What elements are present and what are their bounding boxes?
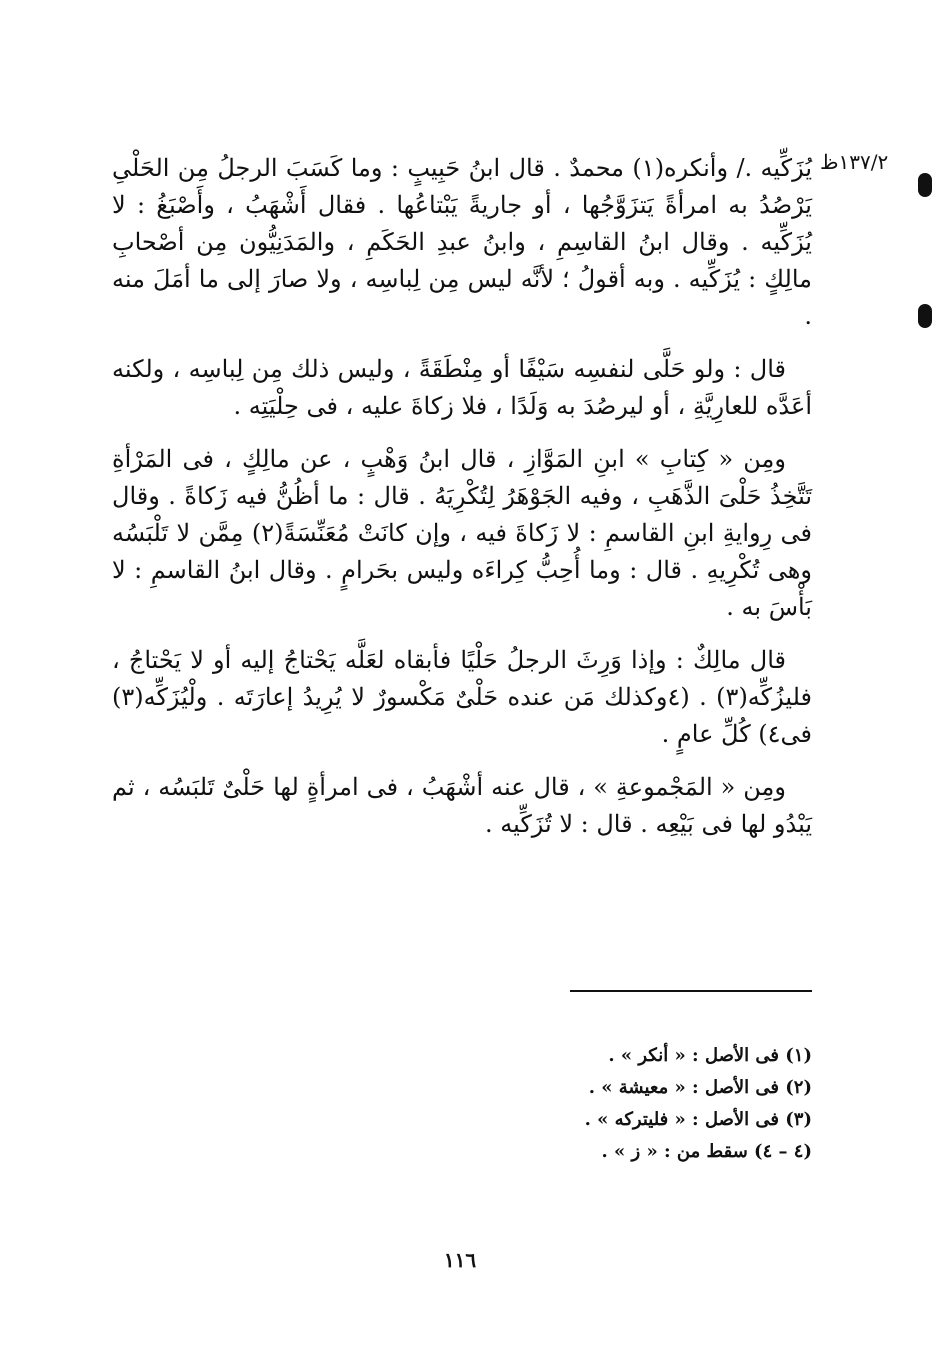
footnote-item: (٣) فى الأصل : « فليتركه » .: [584, 1109, 812, 1130]
footnotes: [300, 1040, 812, 1168]
footnote-item: (٤ – ٤) سقط من : « ز » .: [601, 1141, 812, 1162]
margin-folio-reference: ١٣٧/٢ظ: [820, 150, 889, 174]
paragraph: قال مالِكٌ : وإذا وَرِثَ الرجلُ حَلْيًا فأبقاه لعَلَّه يَحْتاجُ إليه أو لا يَحْتاجُ ، فليزُكِّه(٣) . (٤وكذلك مَن عنده حَلْىٌ مَكْسورٌ لا يُرِيدُ إعارَتَه . ولْيُزَكِّه(٣) فى٤) كُلِّ عامٍ .: [112, 646, 812, 748]
footnote-item: (٢) فى الأصل : « معيشة » .: [588, 1077, 812, 1098]
page-number: ١١٦: [443, 1248, 477, 1272]
main-text: [112, 150, 812, 859]
paragraph: ومِن « كِتابِ » ابنِ المَوَّازِ ، قال ابنُ وَهْبٍ ، عن مالِكٍ ، فى المَرْأةِ تَتَّخِذُ حَلْىَ الذَّهَبِ ، وفيه الجَوْهَرُ لِتُكْرِيَهُ . قال : ما أظُنُّ فيه زَكاةً . وقال فى رِوايةِ ابنِ القاسمِ : لا زَكاةَ فيه ، وإن كانَتْ مُعَنِّسَةً(٢) مِمَّن لا تَلْبَسُه وهى تُكْرِيهِ . قال : وما أُحِبُّ كِراءَه وليس بحَرامٍ . وقال ابنُ القاسمِ : لا بَأْسَ به .: [112, 445, 813, 621]
margin-bullet-mark: [918, 304, 932, 328]
margin-bullet-mark: [918, 173, 932, 197]
paragraph: ومِن « المَجْموعةِ » ، قال عنه أشْهَبُ ، فى امرأةٍ لها حَلْىٌ تَلبَسُه ، ثم يَبْدُو لها فى بَيْعِه . قال : لا تُزَكِّيه .: [112, 773, 812, 838]
paragraph: قال : ولو حَلَّى لنفسِه سَيْفًا أو مِنْطَقَةً ، وليس ذلك مِن لِباسِه ، ولكنه أعَدَّه للعارِيَّةِ ، أو ليرصُدَ به وَلَدًا ، فلا زكاةَ عليه ، فى حِلْيَتِه .: [112, 355, 812, 420]
footnote-item: (١) فى الأصل : « أنكر » .: [608, 1045, 812, 1066]
paragraph: يُزَكِّيه ./ وأنكره(١) محمدٌ . قال ابنُ حَبِيبٍ : وما كَسَبَ الرجلُ مِن الحَلْىِ يَرْصُدُ به امرأةً يَتزَوَّجُها ، أو جاريةً يَبْتاعُها . فقال أَشْهَبُ ، وأَصْبَغُ : لا يُزَكِّيه . وقال ابنُ القاسِمِ ، وابنُ عبدِ الحَكَمِ ، والمَدَنِيُّون مِن أصْحابِ مالِكٍ : يُزَكِّيه . وبه أقولُ ؛ لأنَّه ليس مِن لِباسِه ، ولا صارَ إلى ما أمَلَ منه .: [112, 154, 812, 330]
footnote-separator: [570, 990, 812, 992]
